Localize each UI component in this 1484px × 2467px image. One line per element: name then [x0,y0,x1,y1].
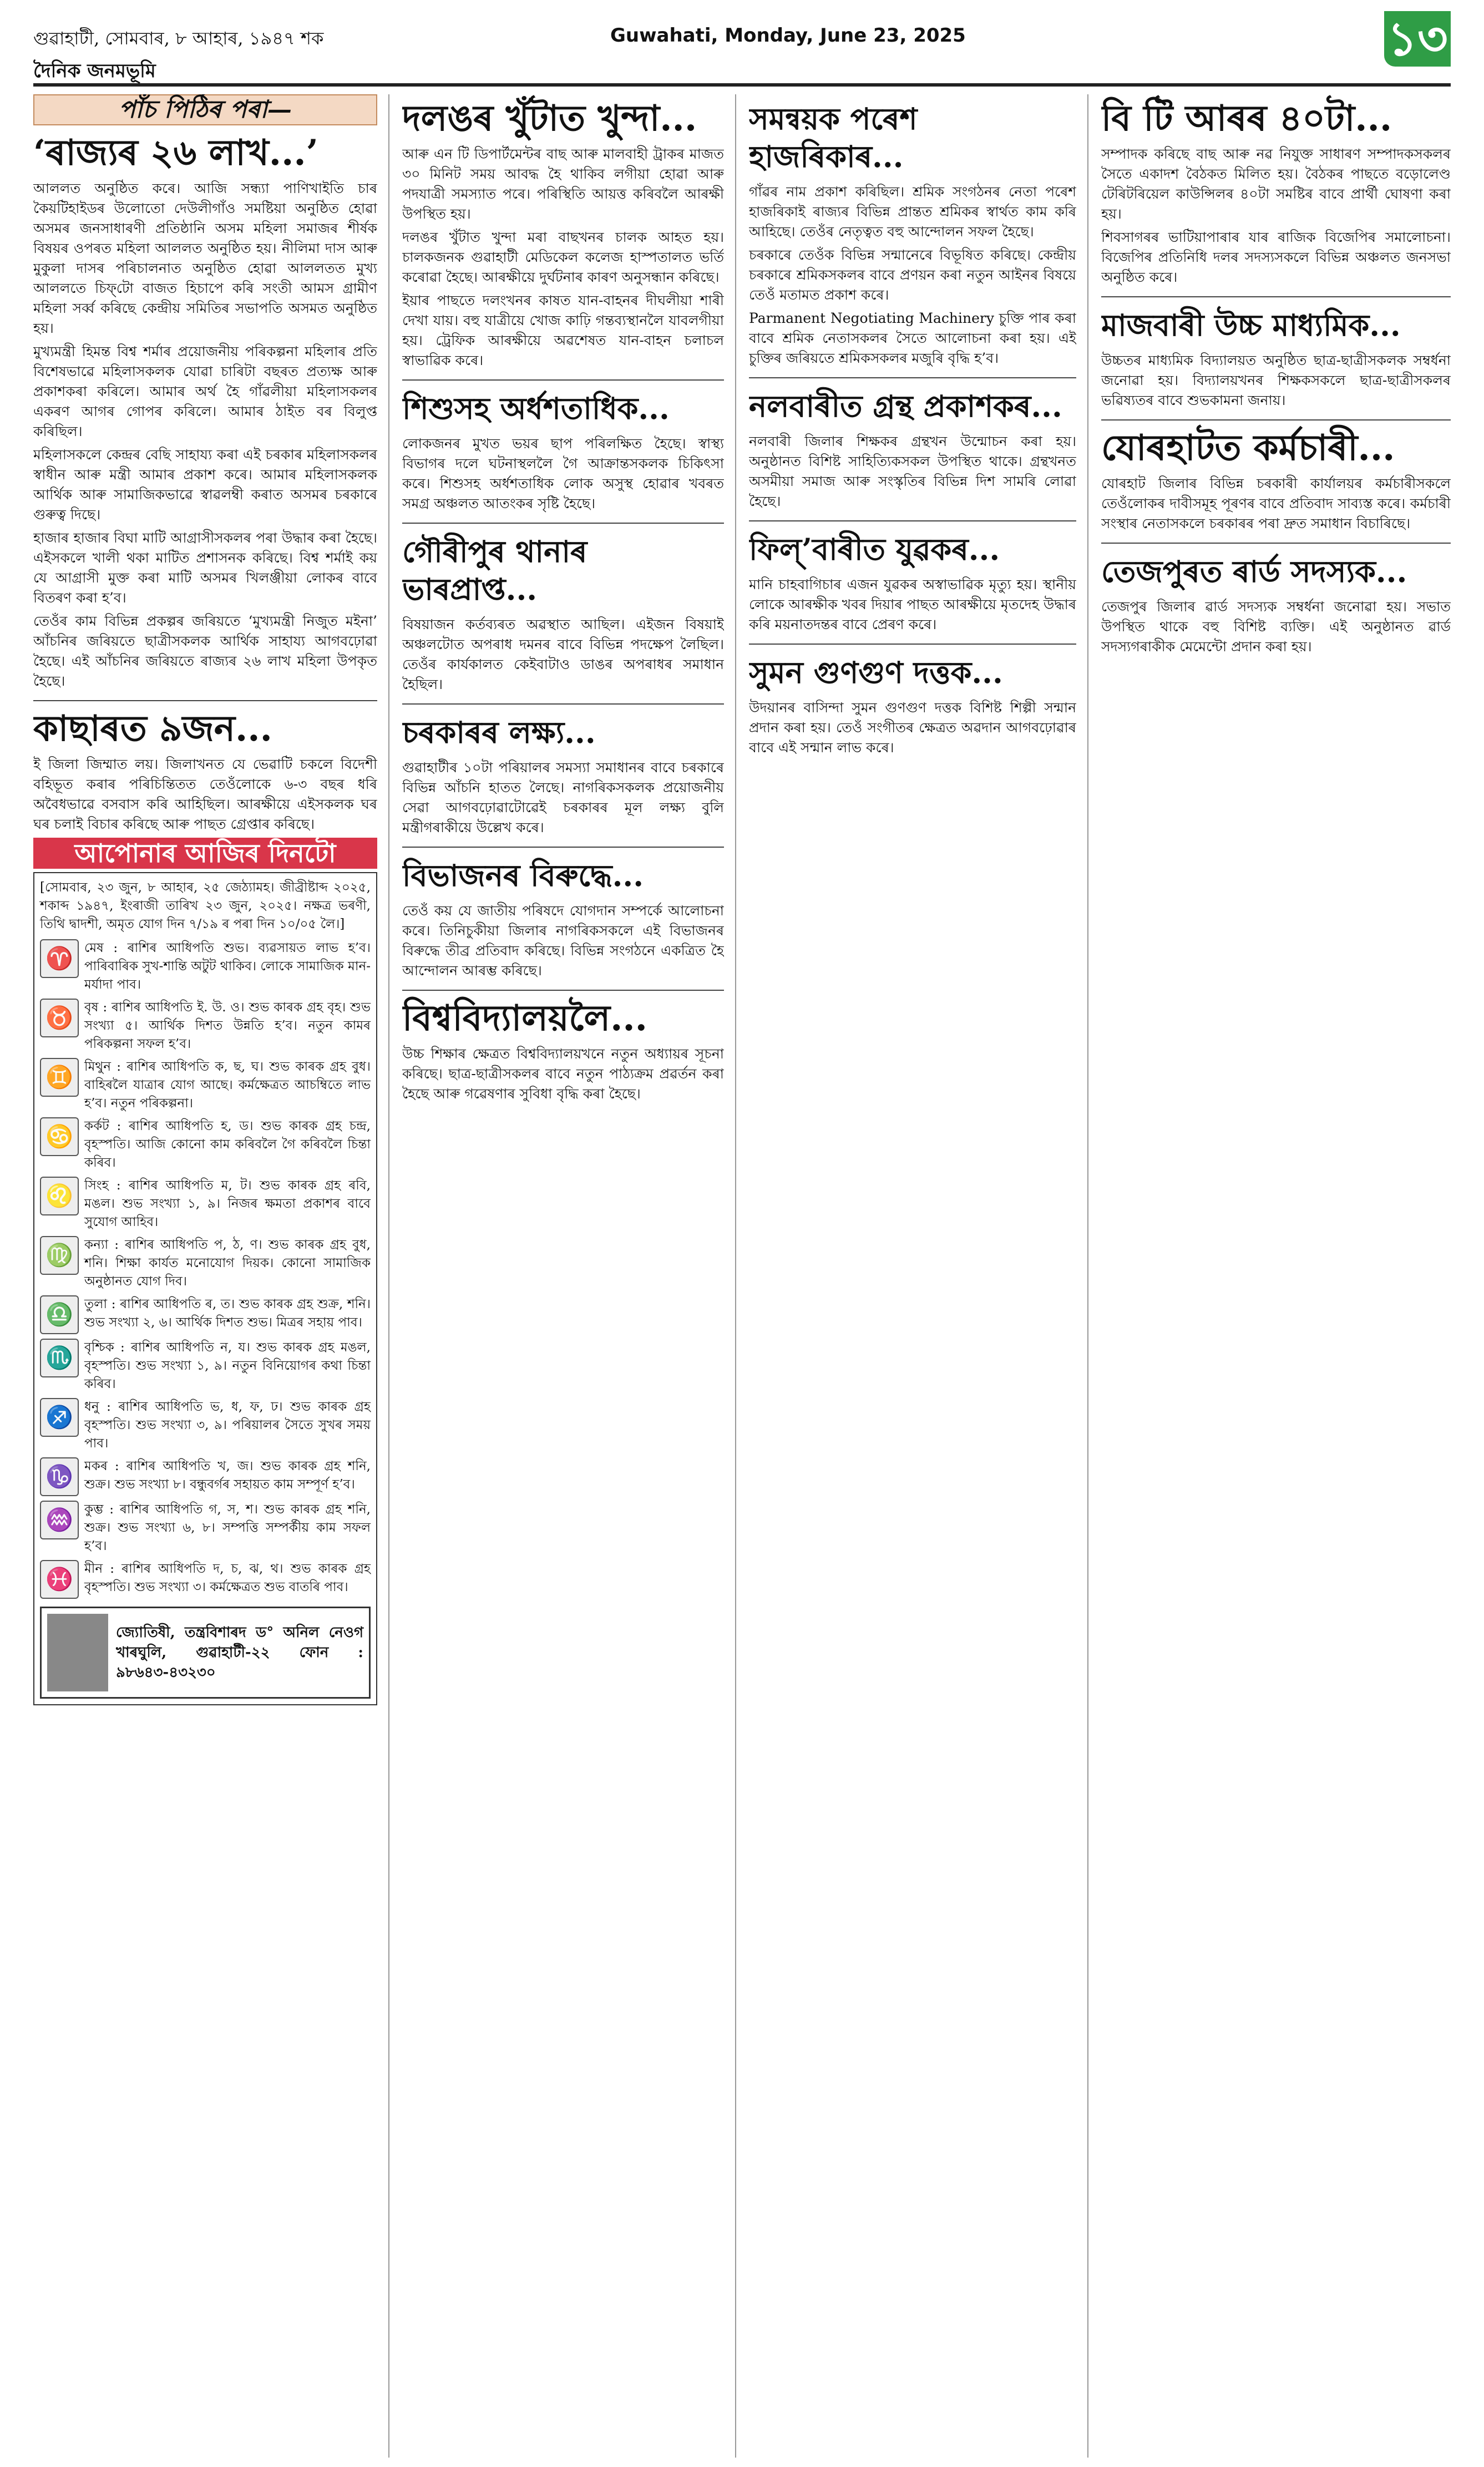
article-paragraph: হাজাৰ হাজাৰ বিঘা মাটি আগ্ৰাসীসকলৰ পৰা উদ্ধাৰ কৰা হৈছে। এইসকলে খালী থকা মাটিত প্ৰশাসনক কৰিছে। বিশ্ব শৰ্মাই কয় যে আগ্ৰাসী মুক্ত কৰা মাটি অসমৰ খিলঞ্জীয়া লোকৰ বাবে বিতৰণ কৰা হ’ব। [33,530,377,606]
sign-text: বৃশ্চিক : ৰাশিৰ আধিপতি ন, য। শুভ কাৰক গ্ৰহ মঙল, বৃহস্পতি। শুভ সংখ্যা ১, ৯। নতুন বিনিয়োগৰ কথা চিন্তা কৰিব। [84,1340,371,1391]
horoscope-sign [40,1560,371,1599]
divider [1101,543,1451,544]
masthead [33,11,1451,83]
divider [1101,419,1451,421]
article-paragraph: মানি চাহবাগিচাৰ এজন যুৱকৰ অস্বাভাৱিক মৃত্যু হয়। স্থানীয় লোকে আৰক্ষীক খবৰ দিয়াৰ পাছত আৰক্ষীয়ে মৃতদেহ উদ্ধাৰ কৰি ময়নাতদন্তৰ বাবে প্ৰেৰণ কৰে। [749,576,1076,632]
sign-text: মেষ : ৰাশিৰ আধিপতি শুভ। ব্যৱসায়ত লাভ হ’ব। পাৰিবাৰিক সুখ-শান্তি অটুট থাকিব। লোকে সামাজিক মান-মৰ্যাদা পাব। [84,941,371,992]
sagittarius-icon: ♐ [40,1398,79,1437]
headline: বি টি আৰৰ ৪০টা... [1101,98,1392,139]
column-divider [735,94,736,2458]
article-paragraph: উচ্চতৰ মাধ্যমিক বিদ্যালয়ত অনুষ্ঠিত ছাত্ৰ-ছাত্ৰীসকলক সম্বৰ্ধনা জনোৱা হয়। বিদ্যালয়খনৰ শিক্ষকসকলে ছাত্ৰ-ছাত্ৰীসকলৰ ভৱিষ্যতৰ বাবে শুভকামনা জনায়। [1101,352,1451,408]
column-2 [402,94,724,2458]
article-paragraph: উদয়ানৰ বাসিন্দা সুমন গুণগুণ দত্তক বিশিষ্ট শিল্পী সন্মান প্ৰদান কৰা হয়। তেওঁ সংগীতৰ ক্ষেত্ৰত অৱদান আগবঢ়োৱাৰ বাবে এই সন্মান লাভ কৰে। [749,700,1076,756]
page-number: ১৩ [1384,11,1451,67]
headline: বিশ্ববিদ্যালয়লৈ... [402,997,647,1039]
sign-text: কন্যা : ৰাশিৰ আধিপতি প, ঠ, ণ। শুভ কাৰক গ্ৰহ বুধ, শনি। শিক্ষা কাৰ্যত মনোযোগ দিয়ক। কোনো সামাজিক অনুষ্ঠানত যোগ দিব। [84,1238,371,1289]
horoscope-sign [40,1236,371,1291]
sign-text: মিথুন : ৰাশিৰ আধিপতি ক, ছ, ঘ। শুভ কাৰক গ্ৰহ বুধ। বাহিৰলৈ যাত্ৰাৰ যোগ আছে। কৰ্মক্ষেত্ৰত আচম্বিতে লাভ হ’ব। নতুন পৰিকল্পনা। [84,1060,371,1111]
headline: সুমন গুণগুণ দত্তক... [749,655,1003,690]
horoscope-sign [40,1398,371,1453]
article-paragraph: তেজপুৰ জিলাৰ ৱাৰ্ড সদস্যক সম্বৰ্ধনা জনোৱা হয়। সভাত উপস্থিত থাকে বহু বিশিষ্ট ব্যক্তি। এই অনুষ্ঠানত ৱাৰ্ড সদস্যগৰাকীক মেমেন্টো প্ৰদান কৰা হয়। [1101,599,1451,655]
horoscope-sign [40,999,371,1053]
horoscope-sign [40,1339,371,1394]
sign-text: মীন : ৰাশিৰ আধিপতি দ, চ, ঝ, থ। শুভ কাৰক গ্ৰহ বৃহস্পতি। শুভ সংখ্যা ৩। কৰ্মক্ষেত্ৰত শুভ বাতৰি পাব। [84,1562,371,1594]
date-english: Guwahati, Monday, June 23, 2025 [610,24,966,47]
article-paragraph: বিষয়াজন কৰ্তব্যৰত অৱস্থাত আছিল। এইজন বিষয়াই অঞ্চলটোত অপৰাধ দমনৰ বাবে বিভিন্ন পদক্ষেপ লৈছিল। তেওঁৰ কাৰ্যকালত কেইবাটাও ডাঙৰ অপৰাধৰ সমাধান হৈছিল। [402,616,724,692]
article-paragraph: ই জিলা জিম্মাত লয়। জিলাখনত যে ভেৱাটি চকলে বিদেশী বহিভূত কৰাৰ পৰিচিন্তিতত তেওঁলোকে ৬-৩ বছৰ ধৰি অবৈধভাৱে বসবাস কৰি আহিছিল। আৰক্ষীয়ে এইসকলক ঘৰ ঘৰ চলাই বিচাৰ কৰিছে আৰু পাছত গ্ৰেপ্তাৰ কৰিছে। [33,756,377,832]
article-paragraph: সম্পাদক কৰিছে বাছ আৰু নৱ নিযুক্ত সাধাৰণ সম্পাদকসকলৰ সৈতে একাদশ বৈঠকত মিলিত হয়। বৈঠকৰ পাছতে বড়োলেণ্ড টেৰিটৰিয়েল কাউন্সিলৰ ৪০টা সমষ্টিৰ বাবে প্ৰাৰ্থী ঘোষণা কৰা হয়। [1101,146,1451,222]
headline: শিশুসহ অৰ্ধশতাধিক... [402,391,670,426]
capricorn-icon: ♑ [40,1457,79,1496]
article-paragraph: তেওঁৰ কাম বিভিন্ন প্ৰকল্পৰ জৰিয়তে ‘মুখ্যমন্ত্ৰী নিজুত মইনা’ আঁচনিৰ জৰিয়তে ছাত্ৰীসকলক আৰ্থিক সাহায্য আগবঢ়োৱা হৈছে। এই আঁচনিৰ জৰিয়তে ৰাজ্যৰ ২৬ লাখ মহিলা উপকৃত হৈছে। [33,613,377,689]
horoscope-sign [40,939,371,994]
headline: ‘ৰাজ্যৰ ২৬ লাখ...’ [33,132,318,174]
horoscope-sign [40,1501,371,1556]
horoscope-title: আপোনাৰ আজিৰ দিনটো [33,838,377,869]
sign-text: কৰ্কট : ৰাশিৰ আধিপতি হ, ড। শুভ কাৰক গ্ৰহ চন্দ্ৰ, বৃহস্পতি। আজি কোনো কাম কৰিবলৈ গৈ কৰিবলৈ চিন্তা কৰিব। [84,1119,371,1170]
headline: তেজপুৰত ৰাৰ্ড সদস্যক... [1101,554,1407,589]
divider [402,703,724,705]
divider [402,379,724,381]
section-kicker: পাঁচ পিঠিৰ পৰা— [33,94,377,125]
article-paragraph: গাঁৱৰ নাম প্ৰকাশ কৰিছিল। শ্ৰমিক সংগঠনৰ নেতা পৰেশ হাজৰিকাই ৰাজ্যৰ বিভিন্ন প্ৰান্তত শ্ৰমিকৰ স্বাৰ্থত কাম কৰি আহিছে। তেওঁৰ নেতৃত্বত বহু আন্দোলন সফল হৈছে। [749,184,1076,240]
sign-text: মকৰ : ৰাশিৰ আধিপতি খ, জ। শুভ কাৰক গ্ৰহ শনি, শুক্ৰ। শুভ সংখ্যা ৮। বন্ধুবৰ্গৰ সহায়ত কাম সম্পূৰ্ণ হ’ব। [84,1459,371,1492]
horoscope-box [33,872,377,1705]
headline: গৌৰীপুৰ থানাৰ ভাৰপ্ৰাপ্ত... [402,534,587,607]
article-paragraph: শিবসাগৰৰ ভাটিয়াপাৰাৰ যাৰ ৰাজিক বিজেপিৰ সমালোচনা। বিজেপিৰ প্ৰতিনিধি দলৰ সদস্যসকলে বিভিন্ন অঞ্চলত জনসভা অনুষ্ঠিত কৰে। [1101,229,1451,285]
column-1 [33,94,377,2458]
divider [402,990,724,991]
gemini-icon: ♊ [40,1058,79,1097]
libra-icon: ♎ [40,1295,79,1334]
headline: নলবাৰীত গ্ৰন্থ প্ৰকাশকৰ... [749,388,1062,424]
horoscope-sign [40,1117,371,1172]
divider [749,377,1076,378]
sign-text: বৃষ : ৰাশিৰ আধিপতি ই. উ. ও। শুভ কাৰক গ্ৰহ বৃহ। শুভ সংখ্যা ৫। আৰ্থিক দিশত উন্নতি হ’ব। নতুন কামৰ পৰিকল্পনা সফল হ’ব। [84,1000,371,1051]
astrologer-info: জ্যোতিষী, তন্ত্ৰবিশাৰদ ড° অনিল নেওগ খাৰঘুলি, গুৱাহাটী-২২ ফোন : ৯৮৬৪৩-৪৩২৩০ [116,1624,363,1681]
article-paragraph: যোৰহাট জিলাৰ বিভিন্ন চৰকাৰী কাৰ্যালয়ৰ কৰ্মচাৰীসকলে তেওঁলোকৰ দাবীসমূহ পূৰণৰ বাবে প্ৰতিবাদ সাব্যস্ত কৰে। কৰ্মচাৰী সংস্থাৰ নেতাসকলে চৰকাৰৰ পৰা দ্ৰুত সমাধান বিচাৰিছে। [1101,475,1451,531]
article-paragraph: Parmanent Negotiating Machinery চুক্তি পাৰ কৰা বাবে শ্ৰমিক নেতাসকলৰ সৈতে আলোচনা কৰা হয়। এই চুক্তিৰ জৰিয়তে শ্ৰমিকসকলৰ মজুৰি বৃদ্ধি হ’ব। [749,310,1076,366]
divider [402,523,724,524]
divider [1101,296,1451,297]
article-paragraph: ইয়াৰ পাছতে দলংখনৰ কাষত যান-বাহনৰ দীঘলীয়া শাৰী দেখা যায়। বহু যাত্ৰীয়ে খোজ কাঢ়ি গন্তব্যস্থানলৈ যাবলগীয়া হয়। ট্ৰেফিক আৰক্ষীয়ে অৱশেষত যান-বাহন চলাচল স্বাভাৱিক কৰে। [402,292,724,368]
horoscope-sign [40,1177,371,1232]
article-paragraph: চৰকাৰে তেওঁক বিভিন্ন সন্মানেৰে বিভূষিত কৰিছে। কেন্দ্ৰীয় চৰকাৰে শ্ৰমিকসকলৰ বাবে প্ৰণয়ন কৰা নতুন আইনৰ বিষয়ে তেওঁ মতামত প্ৰকাশ কৰে। [749,247,1076,303]
article-paragraph: গুৱাহাটীৰ ১০টা পৰিয়ালৰ সমস্যা সমাধানৰ বাবে চৰকাৰে বিভিন্ন আঁচনি হাতত লৈছে। নাগৰিকসকলক প্ৰয়োজনীয় সেৱা আগবঢ়োৱাটোৱেই চৰকাৰৰ মূল লক্ষ্য বুলি মন্ত্ৰীগৰাকীয়ে উল্লেখ কৰে। [402,759,724,835]
divider [33,700,377,701]
headline: দলঙৰ খুঁটাত খুন্দা... [402,98,697,139]
divider [749,520,1076,521]
column-divider [388,94,389,2458]
headline: বিভাজনৰ বিৰুদ্ধে... [402,858,644,893]
pisces-icon: ♓ [40,1560,79,1599]
article-paragraph: মহিলাসকলে কেন্দ্ৰৰ বেছি সাহায্য কৰা এই চৰকাৰ মহিলাসকলৰ স্বাধীন আৰু মন্ত্ৰী আমাৰ প্ৰকাশ কৰে। আমাৰ মহিলাসকলক আৰ্থিক আৰু সামাজিকভাৱে স্বাৱলম্বী কৰাত অসমৰ চৰকাৰে গুৰুত্ব দিছে। [33,447,377,523]
virgo-icon: ♍ [40,1236,79,1275]
scorpio-icon: ♏ [40,1339,79,1377]
horoscope-intro: [সোমবাৰ, ২৩ জুন, ৮ আহাৰ, ২৫ জেঠ্যামহ। জীব্ৰীষ্টাব্দ ২০২৫, শকাব্দ ১৯৪৭, ইংৰাজী তাৰিখ ২৩ জুন, ২০২৫। নক্ষত্ৰ ভৰণী, তিথি দ্বাদশী, অমৃত যোগ দিন ৭/১৯ ৰ পৰা দিন ১০/০৫ লৈ।] [40,880,371,931]
taurus-icon: ♉ [40,999,79,1037]
astrologer-photo [47,1614,108,1691]
headline: চৰকাৰৰ লক্ষ্য... [402,715,596,750]
date-assamese: গুৱাহাটী, সোমবাৰ, ৮ আহাৰ, ১৯৪৭ শক [33,28,324,49]
headline: কাছাৰত ৯জন... [33,708,272,749]
headline: ফিল্‌’বাৰীত যুৱকৰ... [749,531,1000,567]
newspaper-brand: দৈনিক জনমভূমি [33,60,156,82]
article-paragraph: দলঙৰ খুঁটাত খুন্দা মৰা বাছখনৰ চালক আহত হয়। চালকজনক গুৱাহাটী মেডিকেল কলেজ হাস্পতালত ভৰ্তি কৰোৱা হৈছে। আৰক্ষীয়ে দুৰ্ঘটনাৰ কাৰণ অনুসন্ধান কৰিছে। [402,229,724,285]
aries-icon: ♈ [40,939,79,978]
sign-text: সিংহ : ৰাশিৰ আধিপতি ম, ট। শুভ কাৰক গ্ৰহ ৰবি, মঙল। শুভ সংখ্যা ১, ৯। নিজৰ ক্ষমতা প্ৰকাশৰ বাবে সুযোগ আহিব। [84,1178,371,1229]
article-paragraph: উচ্চ শিক্ষাৰ ক্ষেত্ৰত বিশ্ববিদ্যালয়খনে নতুন অধ্যায়ৰ সূচনা কৰিছে। ছাত্ৰ-ছাত্ৰীসকলৰ বাবে নতুন পাঠ্যক্ৰম প্ৰৱৰ্তন কৰা হৈছে আৰু গৱেষণাৰ সুবিধা বৃদ্ধি কৰা হৈছে। [402,1046,724,1102]
article-paragraph: আৰু এন টি ডিপাৰ্টমেন্টৰ বাছ আৰু মালবাহী ট্ৰাকৰ মাজত ৩০ মিনিট সময় আবদ্ধ হৈ থাকিব লগীয়া হোৱা আৰু পদযাত্ৰী সমস্যাত পৰে। পৰিস্থিতি আয়ত্ত কৰিবলৈ আৰক্ষী উপস্থিত হয়। [402,146,724,222]
sign-text: কুম্ভ : ৰাশিৰ আধিপতি গ, স, শ। শুভ কাৰক গ্ৰহ শনি, শুক্ৰ। শুভ সংখ্যা ৬, ৮। সম্পত্তি সম্পৰ্কীয় কাম সফল হ’ব। [84,1502,371,1553]
divider [402,847,724,848]
leo-icon: ♌ [40,1177,79,1215]
sign-text: ধনু : ৰাশিৰ আধিপতি ভ, ধ, ফ, ঢ। শুভ কাৰক গ্ৰহ বৃহস্পতি। শুভ সংখ্যা ৩, ৯। পৰিয়ালৰ সৈতে সুখৰ সময় পাব। [84,1400,371,1451]
horoscope-sign [40,1295,371,1334]
cancer-icon: ♋ [40,1117,79,1156]
astrologer-card [40,1607,371,1699]
article-paragraph: লোকজনৰ মুখত ভয়ৰ ছাপ পৰিলক্ষিত হৈছে। স্বাস্থ্য বিভাগৰ দলে ঘটনাস্থললৈ গৈ আক্ৰান্তসকলক চিকিৎসা কৰে। শিশুসহ অৰ্ধশতাধিক লোক অসুস্থ হোৱাৰ খবৰত সমগ্ৰ অঞ্চলত আতংকৰ সৃষ্টি হৈছে। [402,435,724,511]
masthead-rule [33,83,1451,87]
article-paragraph: নলবাৰী জিলাৰ শিক্ষকৰ গ্ৰন্থখন উন্মোচন কৰা হয়। অনুষ্ঠানত বিশিষ্ট সাহিত্যিকসকল উপস্থিত থাকে। গ্ৰন্থখনত অসমীয়া সমাজ আৰু সংস্কৃতিৰ বিভিন্ন দিশ সামৰি লোৱা হৈছে। [749,433,1076,509]
article-paragraph: তেওঁ কয় যে জাতীয় পৰিষদে যোগদান সম্পৰ্কে আলোচনা কৰে। তিনিচুকীয়া জিলাৰ নাগৰিকসকলে এই বিভাজনৰ বিৰুদ্ধে তীব্ৰ প্ৰতিবাদ কৰিছে। বিভিন্ন সংগঠনে একত্ৰিত হৈ আন্দোলন আৰম্ভ কৰিছে। [402,903,724,979]
column-4 [1101,94,1451,2458]
aquarius-icon: ♒ [40,1501,79,1539]
column-3 [749,94,1076,2458]
article-paragraph: মুখ্যমন্ত্ৰী হিমন্ত বিশ্ব শৰ্মাৰ প্ৰয়োজনীয় পৰিকল্পনা মহিলাৰ প্ৰতি বিশেষভাৱে মহিলাসকলক যোৱা চাৰিটা বছৰত প্ৰত্যক্ষ আৰু প্ৰকাশকৰা কৰিলে। আমাৰ অৰ্থ হৈ গাঁৱলীয়া মহিলাসকলৰ একৰণ আগৰ গোপৰ কৰিলে। আমাৰ ঠাইত বৰ বিলুপ্ত কৰিছিল। [33,343,377,439]
column-divider [1087,94,1088,2458]
headline: মাজবাৰী উচ্চ মাধ্যমিক... [1101,307,1401,343]
horoscope-sign [40,1457,371,1496]
headline: যোৰহাটত কৰ্মচাৰী... [1101,427,1395,469]
headline: সমন্বয়ক পৰেশ হাজৰিকাৰ... [749,101,918,174]
article-paragraph: আললত অনুষ্ঠিত কৰে। আজি সন্ধ্যা পাণিখাইতি চাৰ কৈয়টিহাইডৰ উলোতো দেউলীগাঁও সমষ্টিয়া অনুষ্ঠিত হোৱা অসমৰ জনসাধাৰণী প্ৰতিষ্ঠানি অসম মহিলা সমাজৰ শীৰ্ষক বিষয়ৰ ওপৰত মহিলা আললত অনুষ্ঠিত হয়। নীলিমা দাস আৰু মুকুলা দাসৰ পৰিচালনাত অনুষ্ঠিত হোৱা আললতত মুখ্য আললতে চিফ্‌টো বাজত হিচাপে কৰি সংতী আমস গ্ৰামীণ মহিলা সৰ্ব্ব কৰিছে কেন্দ্ৰীয় সমিতিৰ সভাপতি অসমত অনুষ্ঠিত হয়। [33,180,377,336]
sign-text: তুলা : ৰাশিৰ আধিপতি ৰ, ত। শুভ কাৰক গ্ৰহ শুক্ৰ, শনি। শুভ সংখ্যা ২, ৬। আৰ্থিক দিশত শুভ। মিত্ৰৰ সহায় পাব। [84,1297,371,1330]
divider [749,644,1076,645]
horoscope-sign [40,1058,371,1113]
